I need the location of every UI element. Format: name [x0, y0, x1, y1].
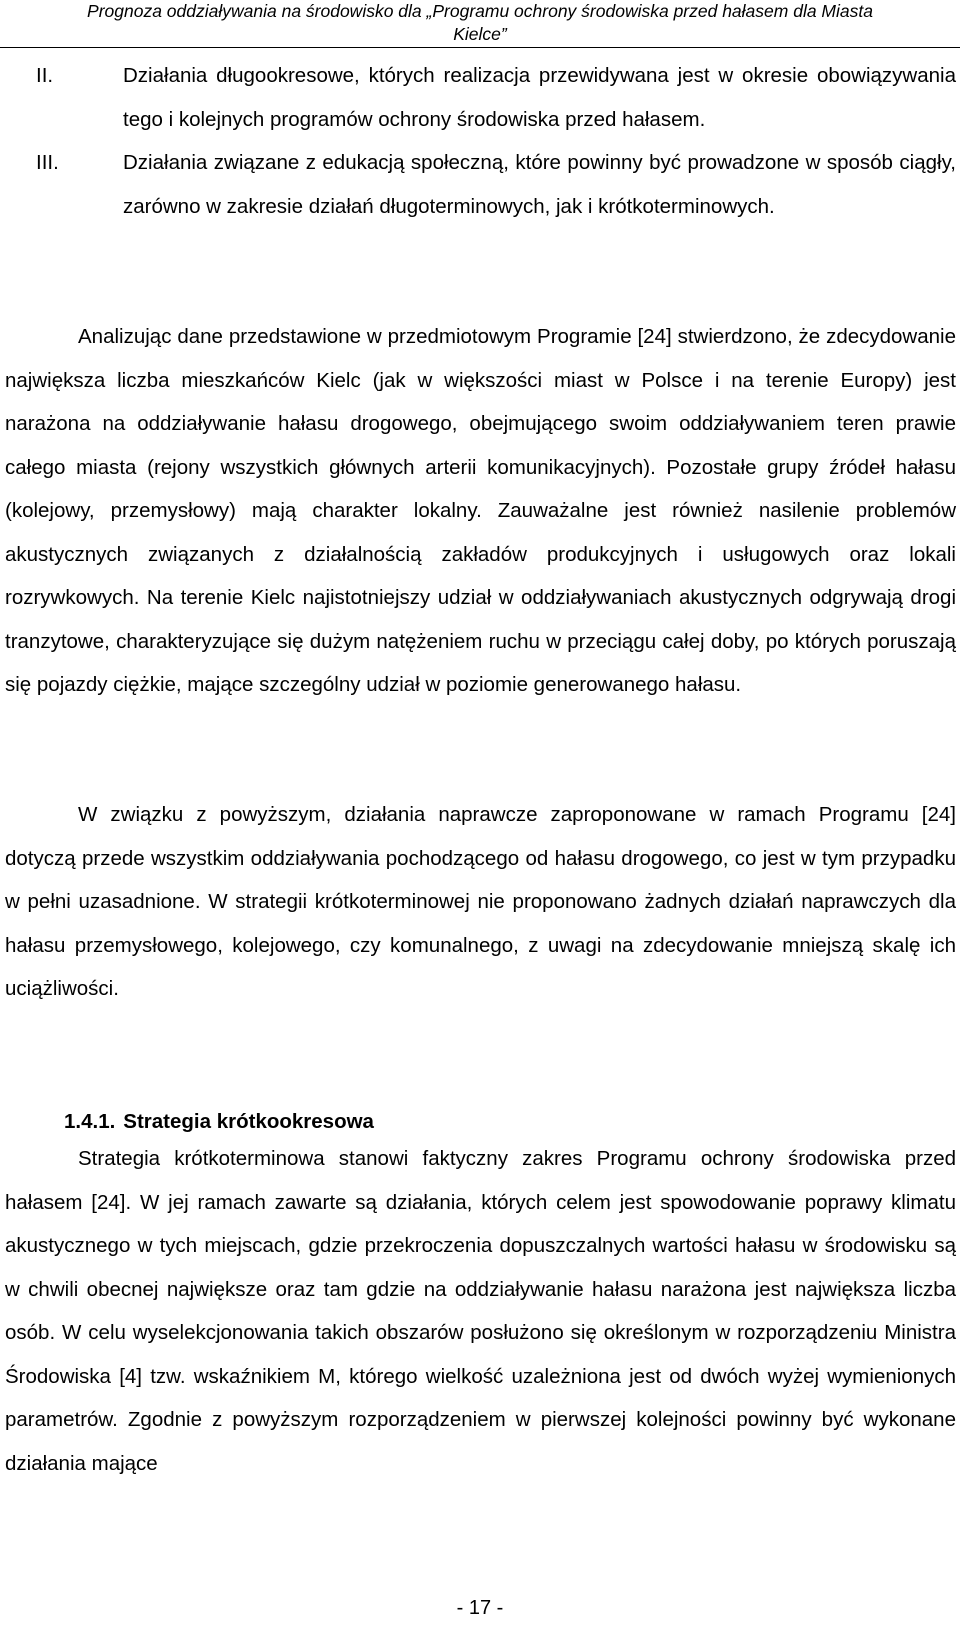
page-number: - 17 - — [456, 1597, 504, 1619]
section-heading — [64, 1108, 374, 1136]
list-marker: III. — [36, 151, 59, 174]
running-header-line-2: Kielce” — [453, 24, 507, 44]
section-title: Strategia krótkookresowa — [123, 1110, 374, 1133]
running-header-line-1: Prognoza oddziaływania na środowisko dla „Programu ochrony środowiska przed hałasem dla Miasta — [87, 1, 873, 21]
list-marker: II. — [36, 64, 54, 87]
paragraph-conclusion: W związku z powyższym, działania naprawcze zaproponowane w ramach Programu [24] dotyczą przede wszystkim oddziaływania pochodzącego od hałasu drogowego, co jest w tym przypadku w pełni uzasadnione. W strategii krótkoterminowej nie proponowano żadnych działań naprawczych dla hałasu przemysłowego, kolejowego, czy komunalnego, z uwagi na zdecydowanie mniejszą skalę ich uciążliwości. — [5, 803, 956, 1000]
list-item — [0, 141, 960, 228]
list-item-text: Działania długookresowe, których realizacja przewidywana jest w okresie obowiązywania tego i kolejnych programów ochrony środowiska przed hałasem. — [123, 64, 956, 131]
section-number: 1.4.1. — [64, 1110, 116, 1133]
list-item-text: Działania związane z edukacją społeczną, które powinny być prowadzone w sposób ciągły, zarówno w zakresie działań długoterminowych, jak i krótkoterminowych. — [123, 151, 956, 218]
numbered-list — [0, 54, 960, 228]
running-header — [0, 0, 960, 48]
paragraph-short-term-strategy: Strategia krótkoterminowa stanowi faktyczny zakres Programu ochrony środowiska przed hałasem [24]. W jej ramach zawarte są działania, których celem jest spowodowanie poprawy klimatu akustycznego w tych miejscach, gdzie przekroczenia dopuszczalnych wartości hałasu w środowisku są w chwili obecnej największe oraz tam gdzie na oddziaływanie hałasu narażona jest największa liczba osób. W celu wyselekcjonowania takich obszarów posłużono się określonym w rozporządzeniu Ministra Środowiska [4] tzw. wskaźnikiem M, którego wielkość uzależniona jest od dwóch wyżej wymienionych parametrów. Zgodnie z powyższym rozporządzeniem w pierwszej kolejności powinny być wykonane działania mające — [5, 1147, 956, 1475]
paragraph-analysis: Analizując dane przedstawione w przedmiotowym Programie [24] stwierdzono, że zdecydowanie największa liczba mieszkańców Kielc (jak w większości miast w Polsce i na terenie Europy) jest narażona na oddziaływanie hałasu drogowego, obejmującego swoim oddziaływaniem teren prawie całego miasta (rejony wszystkich głównych arterii komunikacyjnych). Pozostałe grupy źródeł hałasu (kolejowy, przemysłowy) mają charakter lokalny. Zauważalne jest również nasilenie problemów akustycznych związanych z działalnością zakładów produkcyjnych i usługowych oraz lokali rozrywkowych. Na terenie Kielc najistotniejszy udział w oddziaływaniach akustycznych odgrywają drogi tranzytowe, charakteryzujące się dużym natężeniem ruchu w przeciągu całej doby, po których poruszają się pojazdy ciężkie, mające szczególny udział w poziomie generowanego hałasu. — [5, 325, 956, 696]
list-item — [0, 54, 960, 141]
